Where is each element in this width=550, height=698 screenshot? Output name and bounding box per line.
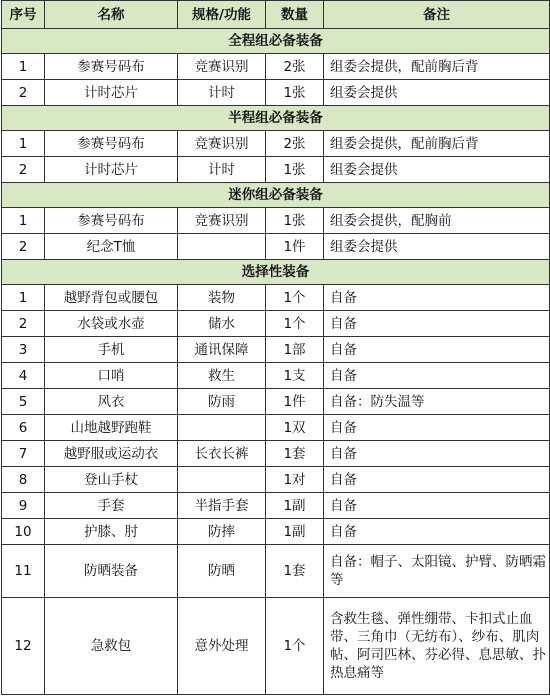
table-row (2, 493, 550, 519)
cell-notes: 组委会提供，配胸前 (324, 208, 550, 234)
cell-index: 2 (2, 80, 45, 106)
cell-index: 4 (2, 363, 45, 389)
cell-quantity: 1个 (266, 285, 324, 311)
cell-name: 风衣 (45, 389, 178, 415)
section-row (2, 29, 550, 54)
table-row (2, 363, 550, 389)
section-title: 迷你组必备装备 (2, 183, 550, 208)
cell-name: 手套 (45, 493, 178, 519)
cell-name: 口哨 (45, 363, 178, 389)
cell-spec: 半指手套 (178, 493, 266, 519)
cell-quantity: 2张 (266, 131, 324, 157)
cell-index: 7 (2, 441, 45, 467)
cell-quantity: 1张 (266, 157, 324, 183)
cell-index: 2 (2, 311, 45, 337)
cell-index: 1 (2, 131, 45, 157)
cell-name: 防晒装备 (45, 545, 178, 598)
cell-notes: 组委会提供，配前胸后背 (324, 131, 550, 157)
cell-index: 9 (2, 493, 45, 519)
cell-spec: 防摔 (178, 519, 266, 545)
section-title: 半程组必备装备 (2, 106, 550, 131)
table-body (2, 29, 550, 695)
table-row (2, 337, 550, 363)
cell-quantity: 1个 (266, 598, 324, 695)
table-row (2, 441, 550, 467)
cell-index: 12 (2, 598, 45, 695)
header-name: 名称 (45, 1, 178, 29)
cell-notes: 自备 (324, 415, 550, 441)
cell-spec: 竞赛识别 (178, 54, 266, 80)
cell-notes: 自备 (324, 467, 550, 493)
header-notes: 备注 (324, 1, 550, 29)
cell-notes: 自备：帽子、太阳镜、护臂、防晒霜等 (324, 545, 550, 598)
cell-quantity: 1支 (266, 363, 324, 389)
cell-spec: 长衣长裤 (178, 441, 266, 467)
table-row (2, 545, 550, 598)
cell-quantity: 1对 (266, 467, 324, 493)
table-row (2, 234, 550, 260)
table-row (2, 208, 550, 234)
cell-notes: 自备 (324, 493, 550, 519)
table-row (2, 519, 550, 545)
equipment-table (1, 0, 550, 695)
cell-quantity: 1副 (266, 493, 324, 519)
cell-spec: 竞赛识别 (178, 208, 266, 234)
cell-notes: 组委会提供，配前胸后背 (324, 54, 550, 80)
cell-spec: 储水 (178, 311, 266, 337)
cell-spec: 装物 (178, 285, 266, 311)
cell-index: 1 (2, 54, 45, 80)
cell-notes: 自备 (324, 363, 550, 389)
cell-notes: 含救生毯、弹性绷带、卡扣式止血带、三角巾（无纺布）、纱布、肌肉帖、阿司匹林、芬必得、息思敏、扑热息痛等 (324, 598, 550, 695)
cell-notes: 自备 (324, 311, 550, 337)
cell-quantity: 1张 (266, 208, 324, 234)
cell-index: 1 (2, 285, 45, 311)
header-quantity: 数量 (266, 1, 324, 29)
cell-quantity: 1部 (266, 337, 324, 363)
cell-name: 越野背包或腰包 (45, 285, 178, 311)
cell-notes: 组委会提供 (324, 234, 550, 260)
cell-notes: 自备：防失温等 (324, 389, 550, 415)
table-row (2, 80, 550, 106)
table-row (2, 157, 550, 183)
cell-name: 护膝、肘 (45, 519, 178, 545)
table-row (2, 389, 550, 415)
cell-quantity: 1副 (266, 519, 324, 545)
cell-quantity: 1件 (266, 234, 324, 260)
cell-quantity: 1套 (266, 545, 324, 598)
cell-index: 3 (2, 337, 45, 363)
cell-notes: 自备 (324, 519, 550, 545)
cell-index: 1 (2, 208, 45, 234)
cell-spec (178, 234, 266, 260)
cell-name: 纪念T恤 (45, 234, 178, 260)
cell-name: 山地越野跑鞋 (45, 415, 178, 441)
cell-notes: 自备 (324, 337, 550, 363)
cell-spec: 通讯保障 (178, 337, 266, 363)
cell-index: 11 (2, 545, 45, 598)
cell-quantity: 1个 (266, 311, 324, 337)
section-title: 全程组必备装备 (2, 29, 550, 54)
cell-quantity: 1件 (266, 389, 324, 415)
cell-index: 10 (2, 519, 45, 545)
cell-spec: 意外处理 (178, 598, 266, 695)
cell-spec (178, 467, 266, 493)
cell-spec: 计时 (178, 157, 266, 183)
header-row (2, 1, 550, 29)
cell-index: 6 (2, 415, 45, 441)
cell-name: 计时芯片 (45, 80, 178, 106)
cell-index: 2 (2, 234, 45, 260)
cell-index: 2 (2, 157, 45, 183)
header-index: 序号 (2, 1, 45, 29)
cell-spec: 救生 (178, 363, 266, 389)
cell-name: 参赛号码布 (45, 131, 178, 157)
cell-spec: 计时 (178, 80, 266, 106)
cell-spec: 竞赛识别 (178, 131, 266, 157)
table-row (2, 598, 550, 695)
cell-name: 参赛号码布 (45, 208, 178, 234)
cell-notes: 组委会提供 (324, 80, 550, 106)
cell-name: 急救包 (45, 598, 178, 695)
section-row (2, 183, 550, 208)
table-row (2, 467, 550, 493)
cell-index: 8 (2, 467, 45, 493)
table-row (2, 54, 550, 80)
cell-name: 参赛号码布 (45, 54, 178, 80)
cell-quantity: 2张 (266, 54, 324, 80)
cell-name: 水袋或水壶 (45, 311, 178, 337)
cell-quantity: 1张 (266, 80, 324, 106)
cell-name: 计时芯片 (45, 157, 178, 183)
cell-notes: 组委会提供 (324, 157, 550, 183)
cell-name: 手机 (45, 337, 178, 363)
section-row (2, 106, 550, 131)
cell-notes: 自备 (324, 285, 550, 311)
cell-quantity: 1双 (266, 415, 324, 441)
table-row (2, 415, 550, 441)
table-row (2, 311, 550, 337)
cell-spec: 防晒 (178, 545, 266, 598)
cell-name: 登山手杖 (45, 467, 178, 493)
table-row (2, 285, 550, 311)
cell-notes: 自备 (324, 441, 550, 467)
table-row (2, 131, 550, 157)
cell-name: 越野服或运动衣 (45, 441, 178, 467)
cell-quantity: 1套 (266, 441, 324, 467)
cell-index: 5 (2, 389, 45, 415)
section-title: 选择性装备 (2, 260, 550, 285)
section-row (2, 260, 550, 285)
header-spec: 规格/功能 (178, 1, 266, 29)
cell-spec (178, 415, 266, 441)
cell-spec: 防雨 (178, 389, 266, 415)
